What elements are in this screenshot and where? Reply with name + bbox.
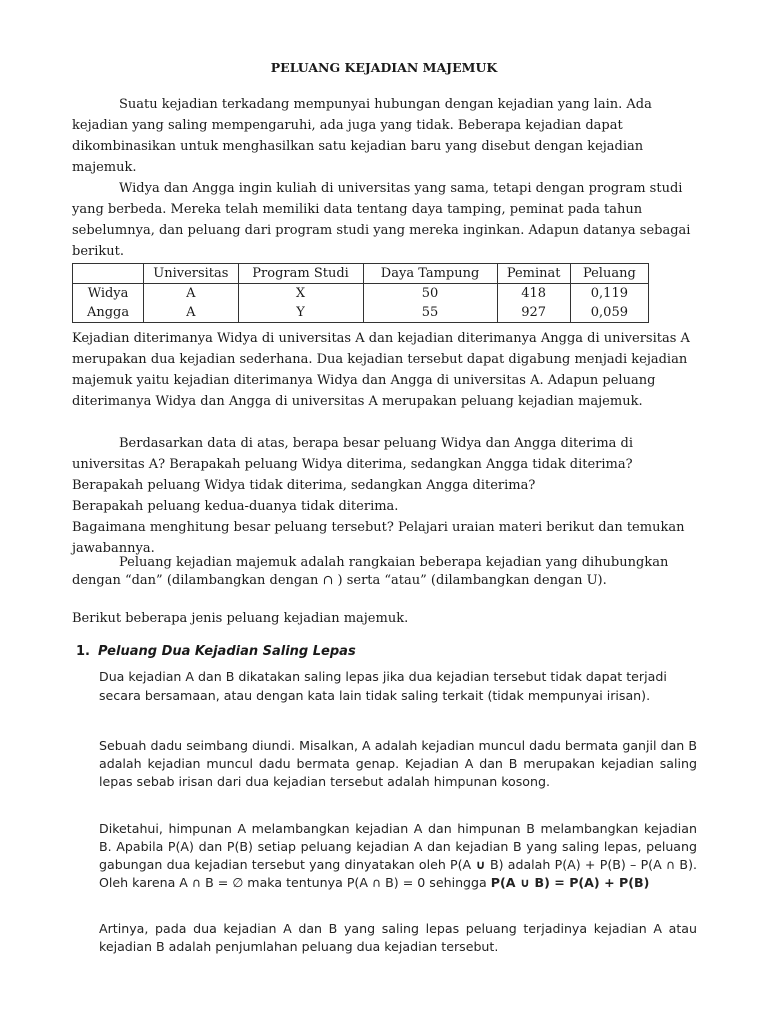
table-header: Peminat: [497, 264, 570, 284]
known-text-2: B) adalah P(A) + P(B) – P(A ∩ B). Oleh karena A ∩ B = ∅ maka tentunya P(A ∩ B) = 0 sehingga: [99, 857, 697, 890]
page-title: PELUANG KEJADIAN MAJEMUK: [270, 60, 498, 75]
paragraph-7: Peluang kejadian majemuk adalah rangkaian beberapa kejadian yang dihubungkan dengan “dan” (dilambangkan dengan ∩ ) serta “atau” (dilambangkan dengan U).: [72, 555, 669, 588]
section-number: 1.: [76, 644, 90, 659]
paragraph-5: Berapakah peluang kedua-duanya tidak diterima.: [72, 499, 399, 514]
intro-paragraph-2: Widya dan Angga ingin kuliah di universitas yang sama, tetapi dengan program studi yang berbeda. Mereka telah memiliki data tentang daya tamping, peminat pada tahun sebelumnya, dan peluang dari program studi yang mereka inginkan. Adapun datanya sebagai berikut.: [72, 181, 691, 259]
table-cell: Widya: [73, 284, 144, 304]
table-header: Program Studi: [238, 264, 363, 284]
known-paragraph: [99, 820, 697, 892]
table-cell: 927: [497, 303, 570, 323]
paragraph-3: Kejadian diterimanya Widya di universitas A dan kejadian diterimanya Angga di universitas A merupakan dua kejadian sederhana. Dua kejadian tersebut dapat digabung menjadi kejadian majemuk yaitu kejadian diterimanya Widya dan Angga di universitas A. Adapun peluang diterimanya Widya dan Angga di universitas A merupakan peluang kejadian majemuk.: [72, 331, 690, 409]
paragraph-6: Bagaimana menghitung besar peluang tersebut? Pelajari uraian materi berikut dan temukan jawabannya.: [72, 520, 685, 556]
data-table: [72, 263, 649, 323]
paragraph-8: Berikut beberapa jenis peluang kejadian majemuk.: [72, 611, 409, 626]
table-cell: Angga: [73, 303, 144, 323]
known-text: Diketahui, himpunan A melambangkan kejadian A dan himpunan B melambangkan kejadian B. Apabila P(A) dan P(B) setiap peluang kejadian A dan kejadian B yang saling lepas, peluang gabungan dua kejadian tersebut yang dinyatakan oleh P(A: [99, 821, 697, 872]
table-cell: A: [144, 284, 238, 304]
intro-paragraph-1: Suatu kejadian terkadang mempunyai hubungan dengan kejadian yang lain. Ada kejadian yang saling mempengaruhi, ada juga yang tidak. Beberapa kejadian dapat dikombinasikan untuk menghasilkan satu kejadian baru yang disebut dengan kejadian majemuk.: [72, 97, 652, 175]
table-cell: 50: [363, 284, 497, 304]
section-title: Peluang Dua Kejadian Saling Lepas: [98, 644, 356, 659]
table-row: [73, 303, 649, 323]
table-header: Peluang: [570, 264, 648, 284]
table-cell: X: [238, 284, 363, 304]
table-cell: A: [144, 303, 238, 323]
table-header-row: [73, 264, 649, 284]
table-cell: 418: [497, 284, 570, 304]
table-cell: Y: [238, 303, 363, 323]
example-paragraph: Sebuah dadu seimbang diundi. Misalkan, A adalah kejadian muncul dadu bermata ganjil dan B adalah kejadian muncul dadu bermata genap. Kejadian A dan B merupakan kejadian saling lepas sebab irisan dari dua kejadian tersebut adalah himpunan kosong.: [99, 738, 697, 789]
table-header: [73, 264, 144, 284]
meaning-paragraph: Artinya, pada dua kejadian A dan B yang saling lepas peluang terjadinya kejadian A atau kejadian B adalah penjumlahan peluang dua kejadian tersebut.: [99, 921, 697, 954]
table-cell: 0,059: [570, 303, 648, 323]
table-row: [73, 284, 649, 304]
table-cell: 55: [363, 303, 497, 323]
union-symbol: ∪: [475, 857, 486, 872]
definition-paragraph: Dua kejadian A dan B dikatakan saling lepas jika dua kejadian tersebut tidak dapat terjadi secara bersamaan, atau dengan kata lain tidak saling terkait (tidak mempunyai irisan).: [99, 669, 667, 703]
paragraph-4: Berdasarkan data di atas, berapa besar peluang Widya dan Angga diterima di universitas A? Berapakah peluang Widya diterima, sedangkan Angga tidak diterima? Berapakah peluang Widya tidak diterima, sedangkan Angga diterima?: [72, 436, 634, 493]
table-cell: 0,119: [570, 284, 648, 304]
table-header: Daya Tampung: [363, 264, 497, 284]
formula: P(A ∪ B) = P(A) + P(B): [490, 875, 650, 890]
table-header: Universitas: [144, 264, 238, 284]
section-heading: [76, 644, 356, 659]
